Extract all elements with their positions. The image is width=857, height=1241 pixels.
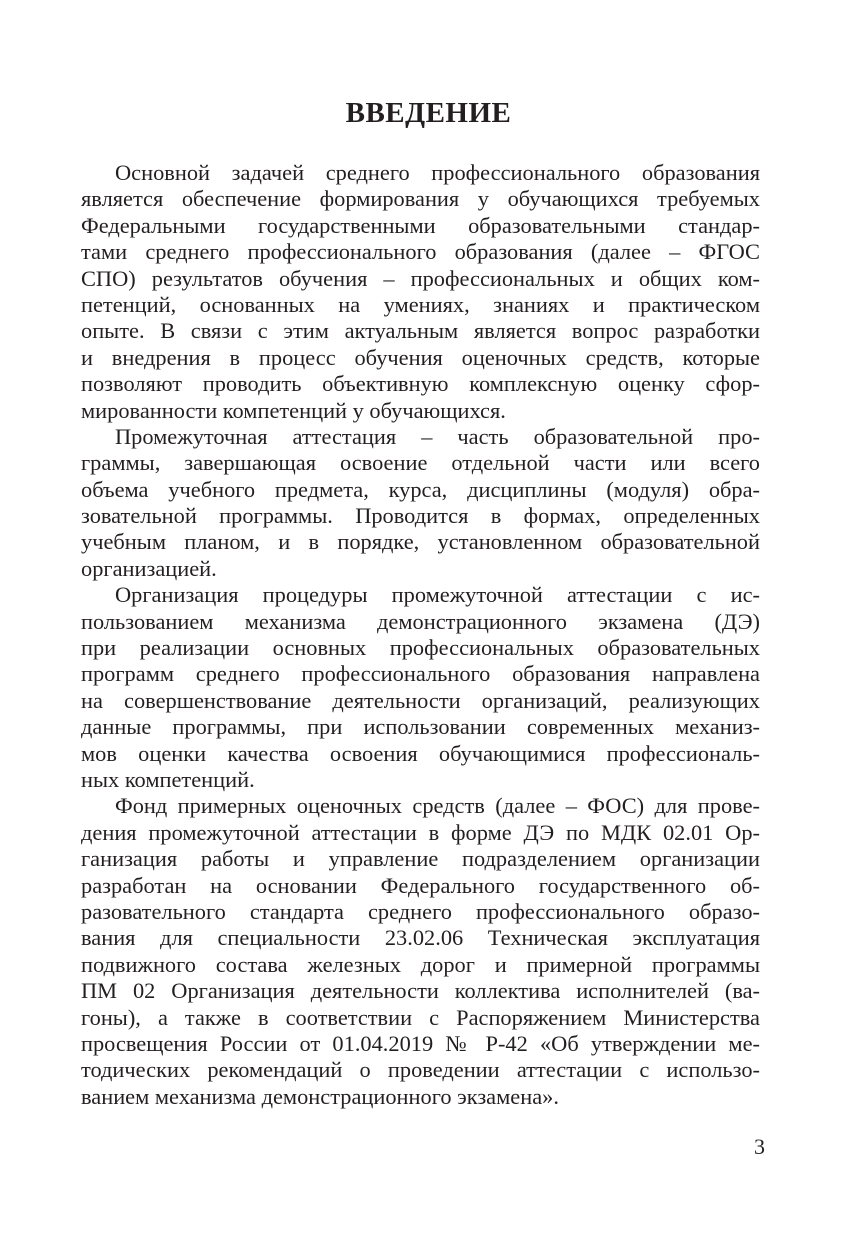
- text-line: позволяют проводить объективную комплексную оценку сфор-: [81, 371, 760, 397]
- paragraph: [81, 793, 760, 1110]
- text-line: граммы, завершающая освоение отдельной части или всего: [81, 450, 760, 476]
- text-line: Федеральными государственными образовательными стандар-: [81, 212, 760, 238]
- text-line: пользованием механизма демонстрационного экзамена (ДЭ): [81, 608, 760, 634]
- text-line: просвещения России от 01.04.2019 № Р-42 «Об утверждении ме-: [81, 1030, 760, 1056]
- text-line: подвижного состава железных дорог и примерной программы: [81, 951, 760, 977]
- text-line: учебным планом, и в порядке, установленном образовательной: [81, 529, 760, 555]
- text-line: программ среднего профессионального образования направлена: [81, 661, 760, 687]
- text-line: и внедрения в процесс обучения оценочных средств, которые: [81, 344, 760, 370]
- text-line: Организация процедуры промежуточной аттестации с ис-: [115, 582, 760, 608]
- text-line: разовательного стандарта среднего профессионального образо-: [81, 898, 760, 924]
- paragraph: [81, 582, 760, 793]
- text-line: мированности компетенций у обучающихся.: [81, 397, 506, 423]
- text-line: опыте. В связи с этим актуальным является вопрос разработки: [81, 318, 760, 344]
- text-line: Промежуточная аттестация – часть образовательной про-: [115, 423, 760, 449]
- text-line: вания для специальности 23.02.06 Техническая эксплуатация: [81, 925, 760, 951]
- text-line: зовательной программы. Проводится в формах, определенных: [81, 503, 760, 529]
- text-line: ных компетенций.: [81, 766, 255, 792]
- text-line: данные программы, при использовании современных механиз-: [81, 714, 760, 740]
- text-line: ганизация работы и управление подразделением организации: [81, 846, 760, 872]
- text-line: разработан на основании Федерального государственного об-: [81, 872, 760, 898]
- text-line: является обеспечение формирования у обучающихся требуемых: [81, 186, 760, 212]
- body-text: [81, 160, 760, 1110]
- text-line: СПО) результатов обучения – профессиональных и общих ком-: [81, 265, 760, 291]
- text-line: петенций, основанных на умениях, знаниях и практическом: [81, 291, 760, 317]
- text-line: гоны), а также в соответствии с Распоряжением Министерства: [81, 1004, 760, 1030]
- text-line: при реализации основных профессиональных образовательных: [81, 635, 760, 661]
- text-line: мов оценки качества освоения обучающимися профессиональ-: [81, 740, 760, 766]
- paragraph: [81, 160, 760, 424]
- text-line: тами среднего профессионального образования (далее – ФГОС: [81, 239, 760, 265]
- paragraph: [81, 424, 760, 582]
- text-line: организацией.: [81, 555, 217, 581]
- text-line: на совершенствование деятельности организаций, реализующих: [81, 687, 760, 713]
- text-line: ванием механизма демонстрационного экзамена».: [81, 1083, 559, 1109]
- text-line: Фонд примерных оценочных средств (далее – ФОС) для прове-: [115, 793, 760, 819]
- text-line: дения промежуточной аттестации в форме ДЭ по МДК 02.01 Ор-: [81, 819, 760, 845]
- page-number: 3: [754, 1134, 765, 1159]
- text-line: объема учебного предмета, курса, дисциплины (модуля) обра-: [81, 476, 760, 502]
- text-line: Основной задачей среднего профессионального образования: [115, 160, 760, 185]
- text-line: ПМ 02 Организация деятельности коллектива исполнителей (ва-: [81, 978, 760, 1004]
- page-title: ВВЕДЕНИЕ: [345, 97, 512, 129]
- text-line: тодических рекомендаций о проведении аттестации с использо-: [81, 1057, 760, 1083]
